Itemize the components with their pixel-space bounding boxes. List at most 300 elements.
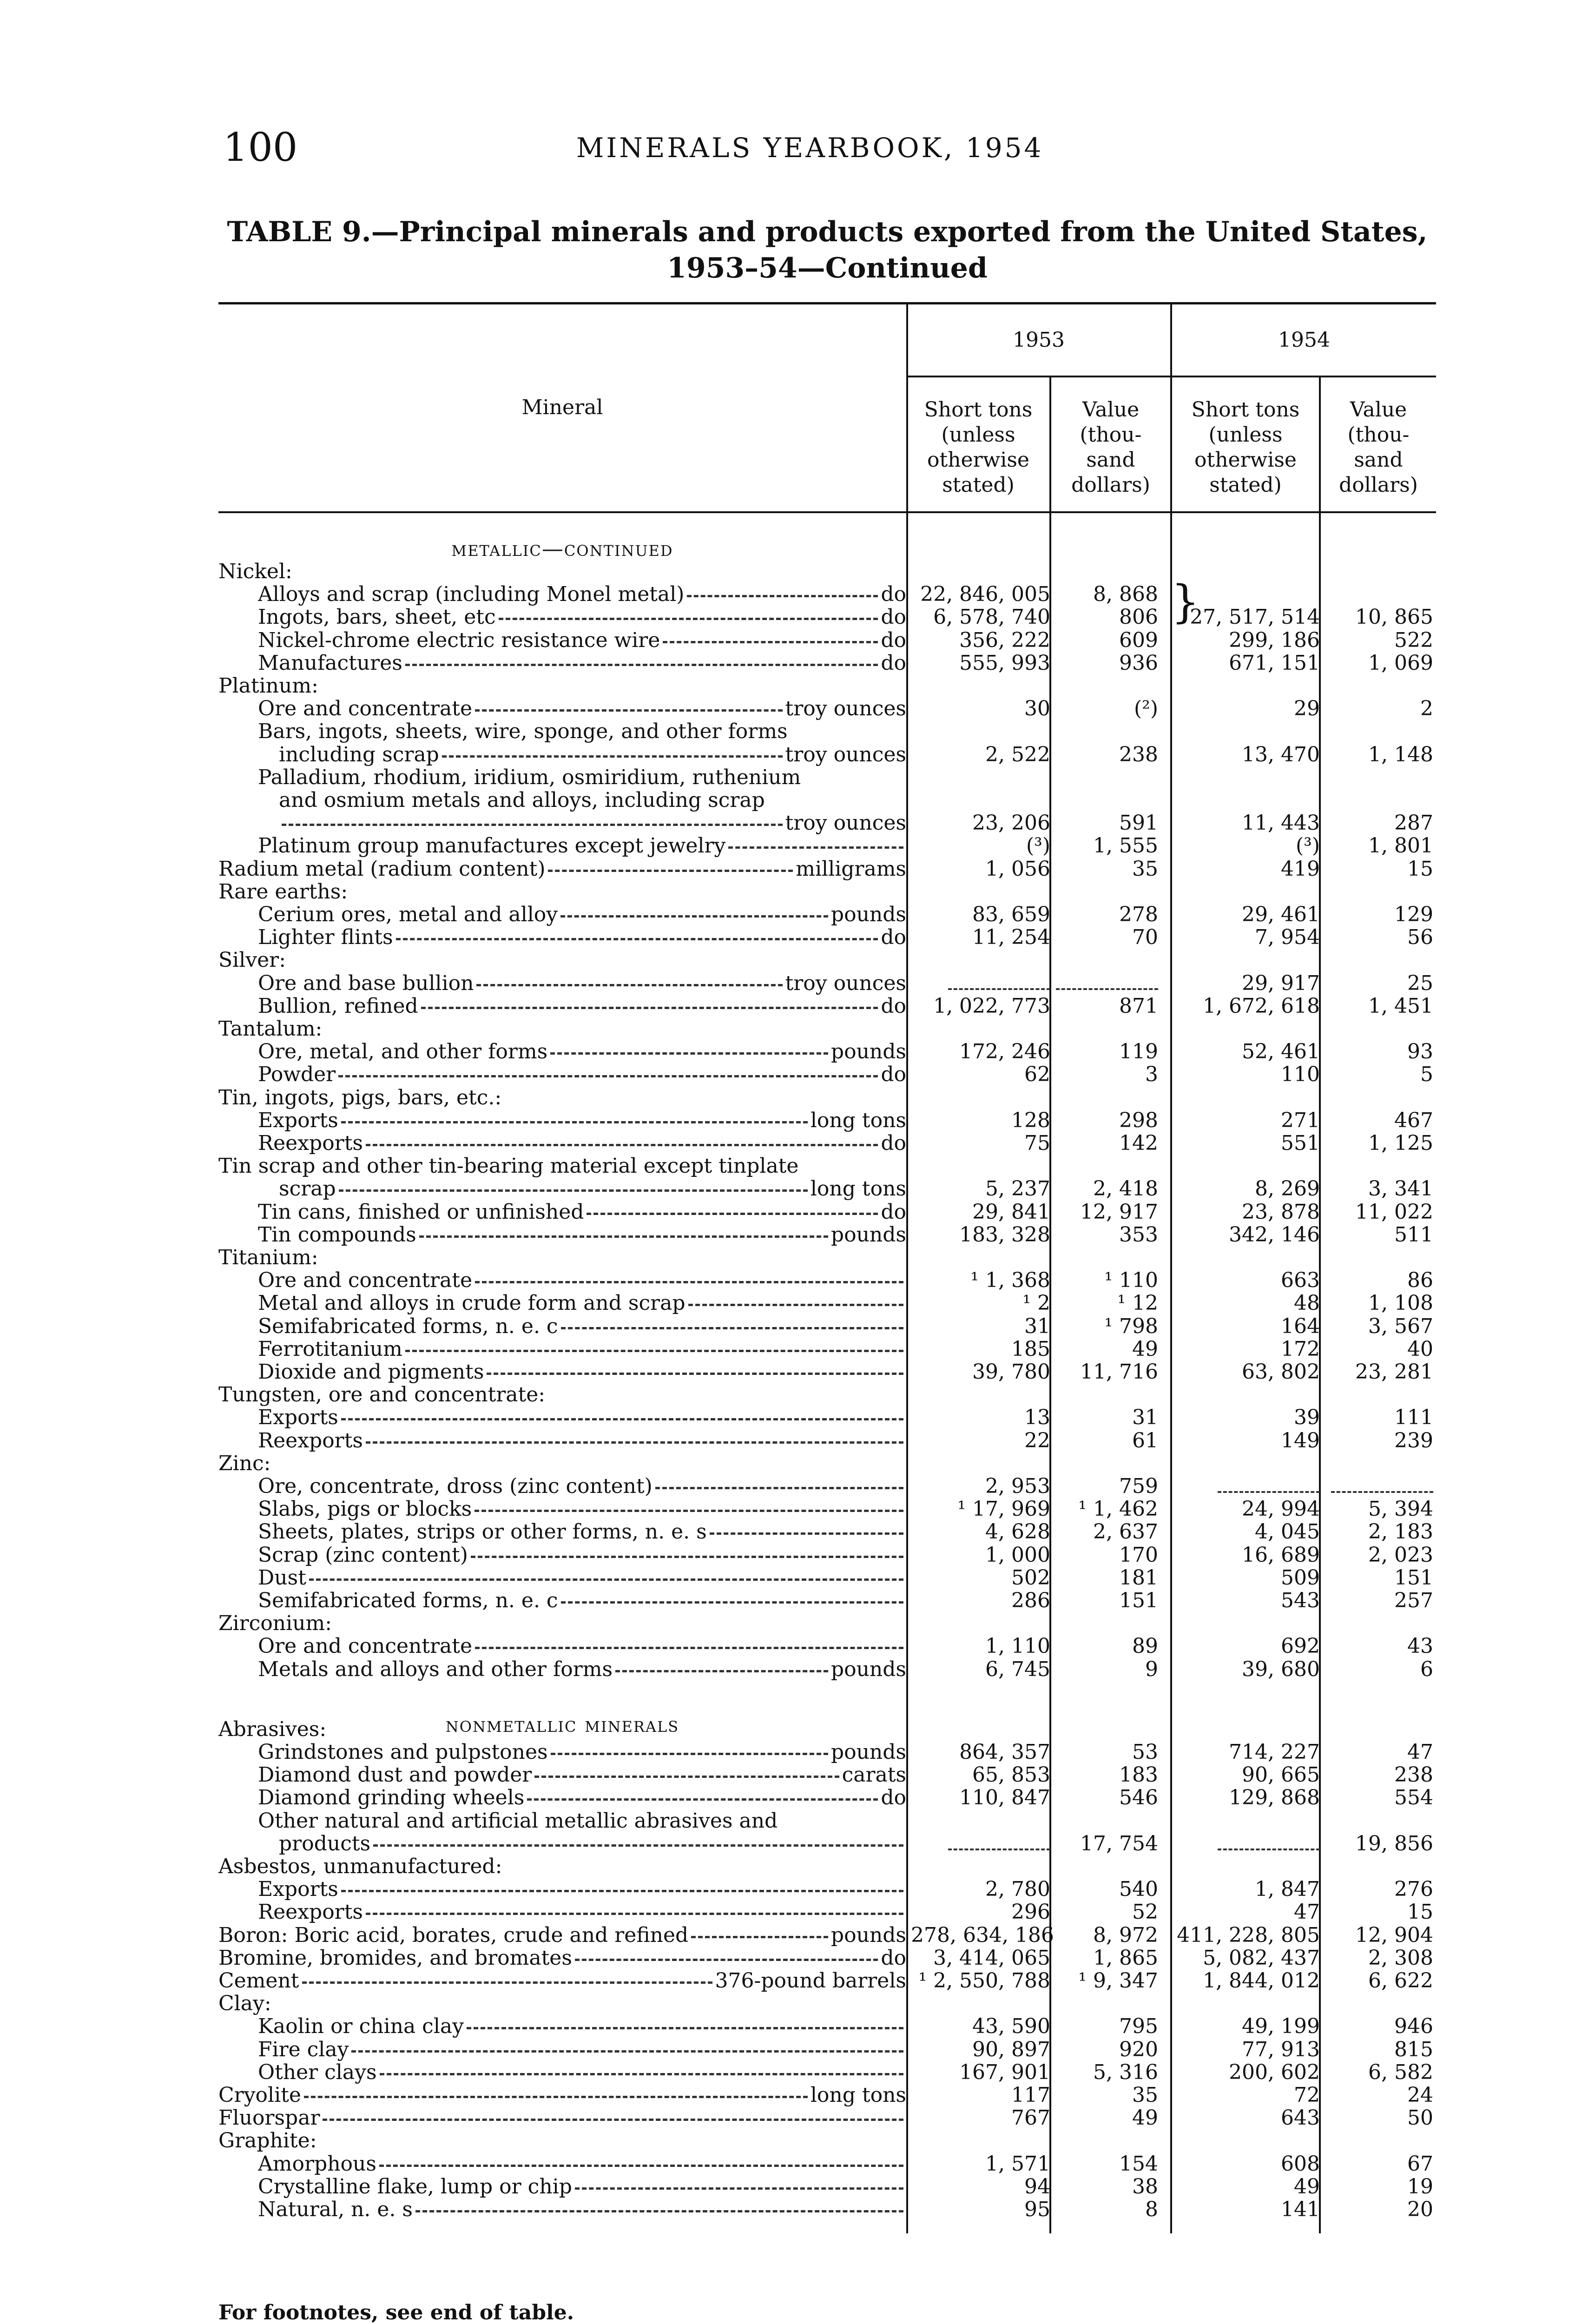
cell-1953-value: ¹ 1, 462 [1078,1497,1158,1521]
cell-1953-quantity: 555, 993 [959,651,1050,675]
row-label-text: Ferrotitanium [258,1338,402,1361]
row-label-text: Nickel-chrome electric resistance wire [258,629,660,652]
cell-1953-value: 2, 418 [1093,1177,1158,1201]
table-row [0,972,1595,995]
row-label-text: Crystalline flake, lump or chip [258,2175,572,2199]
cell-1954-value: 43 [1407,1634,1433,1658]
row-label [258,903,906,926]
cell-1953-value: 181 [1119,1566,1158,1590]
table-row [0,1855,1595,1878]
leader-dots [338,1063,878,1077]
cell-1954-quantity: (³) [1296,834,1320,858]
row-label-text: Platinum group manufactures except jewelry [258,834,726,858]
table-row [0,1475,1595,1498]
footnote-note: For footnotes, see end of table. [218,2301,574,2324]
cell-1954-value: 56 [1407,925,1433,949]
cell-1953-quantity [911,1832,1050,1855]
value-head-line: dollars) [1071,473,1150,497]
cell-1954-value: 5, 394 [1368,1497,1433,1521]
row-label [258,697,906,720]
row-label-text: products [279,1832,371,1855]
table-row [0,1246,1595,1269]
table-row [0,2198,1595,2221]
value-head-line: sand [1086,448,1135,472]
cell-1954-quantity: 29, 461 [1242,903,1320,926]
row-label-text: Titanium: [218,1246,318,1269]
row-label-text: Zirconium: [218,1612,332,1635]
row-label [258,1475,906,1498]
cell-1954-value: 287 [1394,811,1433,835]
leader-dots [534,1763,839,1778]
table-row [0,1292,1595,1315]
section-heading-nonmetallic: nonmetallic minerals [445,1712,679,1737]
cell-1953-quantity: 6, 745 [985,1657,1050,1681]
row-label [258,1040,906,1063]
quantity-head-line: otherwise [927,448,1029,472]
cell-1954-value: 11, 022 [1355,1200,1433,1224]
row-label [218,949,906,972]
row-label-text: Diamond grinding wheels [258,1786,525,1809]
row-label [258,606,906,629]
row-label-text: Cerium ores, metal and alloy [258,903,558,926]
cell-1953-value: 11, 716 [1080,1360,1158,1384]
cell-1954-value: 2 [1420,697,1433,720]
table-row [0,2015,1595,2038]
leader-dots [575,1947,878,1961]
table-row [0,1223,1595,1247]
leader-dots [475,1635,903,1649]
table-row [0,766,1595,789]
table-row [0,1969,1595,1993]
cell-1953-value: 49 [1132,2106,1158,2130]
cell-1953-quantity: 1, 022, 773 [933,994,1050,1018]
cell-1953-value: 1, 555 [1093,834,1158,858]
cell-1953-quantity: 1, 056 [985,857,1050,881]
row-label-text: Ore and concentrate [258,697,473,720]
row-label [258,1741,906,1764]
leader-dots [341,1406,903,1420]
table-row [0,606,1595,629]
row-label [218,1855,906,1878]
row-label [218,1947,906,1970]
page-number: 100 [223,125,298,170]
table-row [0,674,1595,698]
row-label [279,1832,906,1855]
row-label-text: Other natural and artificial metallic abrasives and [258,1809,778,1833]
row-label-text: Amorphous [258,2152,376,2176]
row-label [258,1498,906,1521]
cell-1953-quantity: 3, 414, 065 [933,1946,1050,1970]
table-row [0,1132,1595,1155]
quantity-head-line: stated) [942,473,1015,497]
cell-1954-value: 257 [1394,1589,1433,1612]
cell-1953-value: (²) [1134,697,1158,720]
leader-dots [475,1269,903,1283]
cell-1953-quantity: 296 [1011,1900,1050,1924]
row-label [258,1589,906,1612]
leader-dots [366,1429,903,1444]
leader-dots [587,1201,878,1215]
cell-1953-quantity: 185 [1011,1337,1050,1361]
cell-1953-quantity: 62 [1024,1063,1050,1086]
cell-1954-value: 47 [1407,1740,1433,1764]
cell-1953-value: 61 [1132,1429,1158,1452]
row-label [258,2061,906,2084]
row-label-text: Ore and concentrate [258,1635,473,1658]
cell-1954-quantity: 411, 228, 805 [1177,1923,1320,1947]
quantity-head-line: (unless [1208,423,1283,447]
row-label-text: Cement [218,1969,299,1993]
row-label-text: Tin cans, finished or unfinished [258,1201,584,1224]
row-label [279,812,906,835]
row-label-text: Ore, metal, and other forms [258,1040,548,1063]
running-title: MINERALS YEARBOOK, 1954 [576,132,1044,164]
leader-dots [561,1589,903,1604]
dash-placeholder [948,1836,1050,1850]
table-row [0,1901,1595,1924]
cell-1954-value: 93 [1407,1040,1433,1063]
cell-1953-quantity: 94 [1024,2175,1050,2199]
table-row [0,903,1595,926]
table-row [0,1992,1595,2015]
row-label [218,1718,906,1741]
row-label-text: Grindstones and pulpstones [258,1741,548,1764]
cell-1954-value: 554 [1394,1786,1433,1809]
row-label-text: Nickel: [218,560,292,583]
table-row [0,1063,1595,1086]
cell-1953-value: 119 [1119,1040,1158,1063]
cell-1954-quantity: 543 [1281,1589,1320,1612]
row-label-text: Zinc: [218,1452,271,1475]
cell-1954-value: 15 [1407,857,1433,881]
cell-1954-quantity: 24, 994 [1242,1497,1320,1521]
cell-1953-quantity: ¹ 2, 550, 788 [918,1969,1050,1993]
value-head-line: (thou- [1080,423,1142,447]
cell-1954-value: 151 [1394,1566,1433,1590]
table-row [0,720,1595,743]
cell-1953-value: 936 [1119,651,1158,675]
row-unit: long tons [810,1177,906,1201]
cell-1953-quantity: 11, 254 [972,925,1050,949]
row-unit: do [881,1947,906,1970]
cell-1953-quantity: 128 [1011,1109,1050,1132]
table-row [0,1809,1595,1833]
cell-1954-quantity: 271 [1281,1109,1320,1132]
cell-1954-quantity: 49, 199 [1242,2014,1320,2038]
row-label [258,1635,906,1658]
cell-1953-quantity: 110, 847 [959,1786,1050,1809]
row-label [258,2175,906,2199]
row-label-text: Kaolin or china clay [258,2015,464,2038]
row-label [258,1763,906,1787]
dash-placeholder [1056,976,1158,990]
row-label [258,1786,906,1809]
leader-dots [655,1475,903,1489]
cell-1954-value: 946 [1394,2014,1433,2038]
cell-1953-quantity: 4, 628 [985,1520,1050,1544]
cell-1953-value: 17, 754 [1080,1832,1158,1855]
row-label [218,1992,906,2015]
row-unit: do [881,926,906,949]
cell-1954-value: 67 [1407,2152,1433,2176]
table-row [0,1406,1595,1429]
row-label-text: Metals and alloys and other forms [258,1658,613,1681]
cell-1953-value: 8 [1145,2198,1158,2221]
cell-1954-quantity: 29, 917 [1242,971,1320,995]
cell-1954-quantity: 342, 146 [1229,1223,1320,1247]
leader-dots [421,995,878,1009]
table-row [0,858,1595,881]
leader-dots [302,1969,712,1984]
cell-1953-value: 806 [1119,605,1158,629]
cell-1953-quantity: ¹ 1, 368 [970,1268,1050,1292]
table-row [0,949,1595,972]
row-label [218,880,906,904]
cell-1954-quantity: 23, 878 [1242,1200,1320,1224]
cell-1954-value: 238 [1394,1763,1433,1787]
cell-1953-quantity: 31 [1024,1314,1050,1338]
row-unit: troy ounces [785,812,906,835]
row-unit: do [881,583,906,606]
cell-1953-quantity: 117 [1011,2083,1050,2107]
row-label [258,1406,906,1429]
cell-1954-quantity: 39 [1294,1406,1320,1429]
row-label [258,1520,906,1544]
table-row [0,2129,1595,2152]
cell-1954-value: 40 [1407,1337,1433,1361]
row-label-text: Tin compounds [258,1223,416,1247]
row-label [218,858,906,881]
row-label-text: Abrasives: [218,1718,327,1741]
row-label [218,560,906,583]
cell-1953-value: 795 [1119,2014,1158,2038]
row-label [258,834,906,858]
row-label-text: Dioxide and pigments [258,1360,484,1384]
row-label [279,1177,906,1201]
row-unit: carats [842,1763,906,1787]
cell-1953-quantity: 864, 357 [959,1740,1050,1764]
cell-1954-quantity: 110 [1281,1063,1320,1086]
row-label-text: Slabs, pigs or blocks [258,1498,472,1521]
cell-1954-value: 19 [1407,2175,1433,2199]
cell-1954-value: 6, 582 [1368,2060,1433,2084]
row-label [258,1338,906,1361]
cell-1953-value: 38 [1132,2175,1158,2199]
table-row [0,1924,1595,1947]
cell-1954-quantity [1171,1832,1320,1855]
row-label [258,1315,906,1338]
column-head-1953-quantity [909,397,1048,498]
cell-1954-value: 5 [1420,1063,1433,1086]
cell-1954-quantity: 419 [1281,857,1320,881]
row-label [258,1429,906,1452]
row-label-text: Tungsten, ore and concentrate: [218,1383,546,1406]
cell-1953-quantity: 43, 590 [972,2014,1050,2038]
leader-dots [304,2084,808,2098]
cell-1953-quantity: 90, 897 [972,2038,1050,2061]
leader-dots [396,926,878,940]
leader-dots [688,1292,903,1306]
leader-dots [548,858,793,872]
cell-1953-value: 8, 972 [1093,1923,1158,1947]
row-label-text: Ore, concentrate, dross (zinc content) [258,1475,652,1498]
table-row [0,1832,1595,1855]
cell-1953-value: 353 [1119,1223,1158,1247]
cell-1953-quantity: 1, 110 [985,1634,1050,1658]
row-label-text: Tin, ingots, pigs, bars, etc.: [218,1086,502,1109]
cell-1953-value: 151 [1119,1589,1158,1612]
row-label-text: Ore and base bullion [258,972,474,995]
dash-placeholder [1331,1479,1433,1493]
cell-1954-quantity: 4, 045 [1255,1520,1320,1544]
row-unit: pounds [830,1040,906,1063]
cell-1954-quantity: 663 [1281,1268,1320,1292]
row-label-text: Tin scrap and other tin-bearing material except tinplate [218,1155,799,1178]
dash-placeholder [948,976,1050,990]
value-head-line: sand [1354,448,1403,472]
caption-line-2: 1953–54—Continued [667,252,988,284]
cell-1953-quantity: 22 [1024,1429,1050,1452]
cell-1953-quantity: 767 [1011,2106,1050,2130]
table-row [0,1452,1595,1475]
table-row [0,926,1595,949]
row-unit: do [881,629,906,652]
cell-1954-quantity: 39, 680 [1242,1657,1320,1681]
row-unit: troy ounces [785,972,906,995]
cell-1954-quantity: 164 [1281,1314,1320,1338]
row-label-text: Tantalum: [218,1017,323,1041]
leader-dots [560,903,828,918]
row-unit: long tons [810,1109,906,1132]
cell-1953-quantity: 13 [1024,1406,1050,1429]
row-label-text: Reexports [258,1429,363,1452]
table-row [0,1947,1595,1970]
column-head-1954-value [1321,397,1436,498]
table-row [0,2175,1595,2199]
row-label-text: Boron: Boric acid, borates, crude and refined [218,1924,689,1947]
row-label-text: Semifabricated forms, n. e. c [258,1589,558,1612]
cell-1953-value: 609 [1119,628,1158,652]
cell-1954-quantity: 27, 517, 514 [1190,605,1320,629]
cell-1954-quantity: 141 [1281,2198,1320,2221]
cell-1954-quantity: 47 [1294,1900,1320,1924]
table-row [0,789,1595,812]
cell-1953-quantity: 75 [1024,1131,1050,1155]
cell-1954-value: 23, 281 [1355,1360,1433,1384]
cell-1953-quantity: 6, 578, 740 [933,605,1050,629]
cell-1954-value: 276 [1394,1877,1433,1901]
row-label-text: Radium metal (radium content) [218,858,546,881]
cell-1954-value: 239 [1394,1429,1433,1452]
cell-1954-value: 1, 451 [1368,994,1433,1018]
table-row [0,2084,1595,2107]
cell-1953-value: 70 [1132,925,1158,949]
row-unit: do [881,1201,906,1224]
cell-1953-quantity: 286 [1011,1589,1050,1612]
row-unit: troy ounces [785,743,906,766]
table-row [0,2061,1595,2084]
table-row [0,1315,1595,1338]
column-head-1953-value [1051,397,1170,498]
cell-1953-value: ¹ 9, 347 [1078,1969,1158,1993]
cell-1953-value: 8, 868 [1093,582,1158,606]
cell-1953-value: 871 [1119,994,1158,1018]
quantity-head-line: (unless [941,423,1015,447]
leader-dots [527,1786,878,1801]
leader-dots [419,1223,828,1238]
cell-1953-value: 52 [1132,1900,1158,1924]
table-row [0,743,1595,766]
cell-1954-quantity: 16, 689 [1242,1543,1320,1567]
cell-1953-value: ¹ 110 [1104,1268,1158,1292]
cell-1954-quantity: 692 [1281,1634,1320,1658]
row-label-text: Ore and concentrate [258,1269,473,1292]
cell-1954-value: 25 [1407,971,1433,995]
cell-1954-quantity: 90, 665 [1242,1763,1320,1787]
row-unit: do [881,606,906,629]
cell-1953-value: 31 [1132,1406,1158,1429]
leader-dots [551,1741,828,1755]
cell-1953-quantity: 1, 571 [985,2152,1050,2176]
value-head-line: Value [1350,398,1407,422]
cell-1953-value: 1, 865 [1093,1946,1158,1970]
row-label [279,789,906,812]
cell-1954-value: 815 [1394,2038,1433,2061]
row-label-text: Reexports [258,1132,363,1155]
cell-1954-value: 511 [1394,1223,1433,1247]
table-row [0,1589,1595,1612]
table-row [0,629,1595,652]
cell-1954-value: 1, 801 [1368,834,1433,858]
row-label [258,1292,906,1315]
cell-1953-value [1055,972,1158,995]
table-row [0,583,1595,606]
row-label [258,1809,906,1833]
row-label-text: Graphite: [218,2129,317,2152]
cell-1953-value: 278 [1119,903,1158,926]
row-label-text: Cryolite [218,2084,301,2107]
nickel-brace-glyph: } [1171,576,1200,628]
header-top-rule [218,302,1436,304]
cell-1954-value: 86 [1407,1268,1433,1292]
cell-1953-value: 35 [1132,857,1158,881]
row-label-text: Palladium, rhodium, iridium, osmiridium, ruthenium [258,766,801,789]
cell-1954-value [1325,1475,1433,1498]
cell-1954-quantity: 29 [1294,697,1320,720]
leader-dots [561,1315,903,1329]
leader-dots [405,1338,903,1352]
table-row [0,1498,1595,1521]
row-label-text: Natural, n. e. s [258,2198,413,2221]
row-label [258,629,906,652]
leader-dots [323,2106,903,2121]
quantity-head-line: stated) [1209,473,1282,497]
leader-dots [575,2175,903,2190]
leader-dots [471,1544,903,1558]
row-label [258,1566,906,1590]
cell-1953-value: 154 [1119,2152,1158,2176]
cell-1953-quantity: 1, 000 [985,1543,1050,1567]
cell-1954-quantity: 608 [1281,2152,1320,2176]
row-label [258,1901,906,1924]
cell-1954-quantity: 49 [1294,2175,1320,2199]
cell-1954-value: 12, 904 [1355,1923,1433,1947]
table-row [0,1566,1595,1590]
header-bottom-rule [218,511,1436,513]
row-label [258,1201,906,1224]
leader-dots [728,834,903,849]
cell-1954-quantity: 1, 844, 012 [1203,1969,1320,1993]
